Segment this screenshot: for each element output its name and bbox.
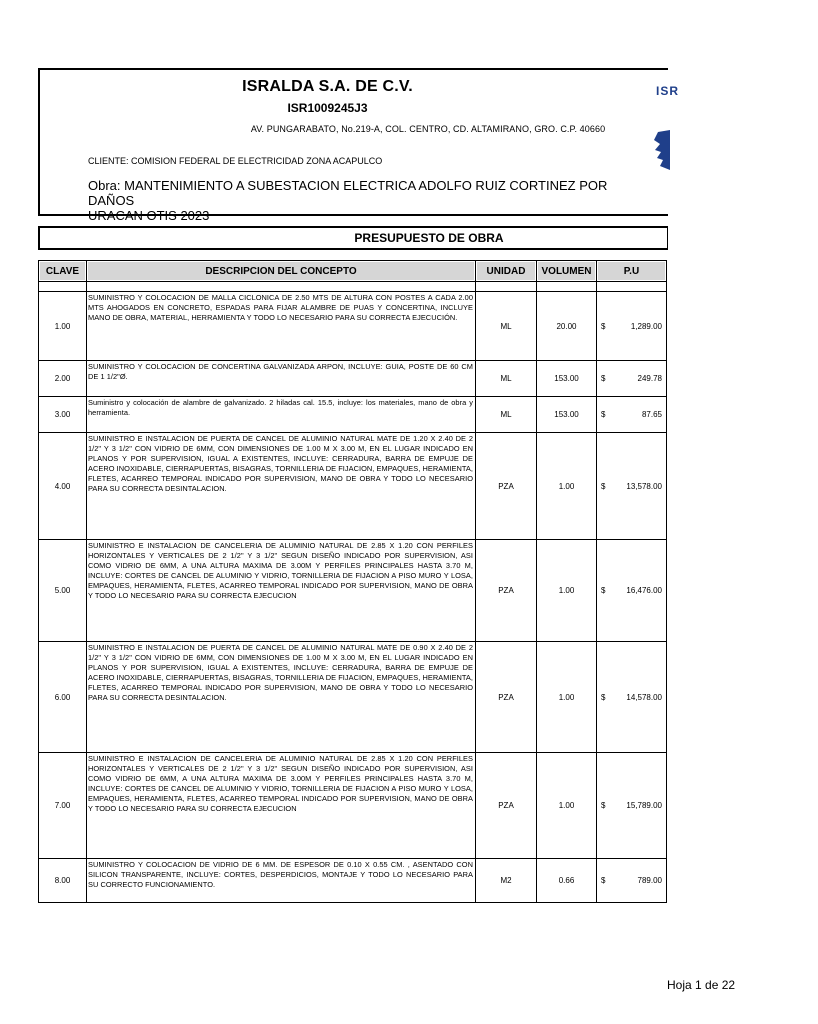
price-value: 87.65 [641, 410, 662, 419]
price-cell [597, 292, 667, 361]
price-value: 16,476.00 [626, 586, 662, 595]
clave-cell: 3.00 [39, 397, 87, 433]
company-logo [652, 78, 680, 168]
price-value: 15,789.00 [626, 801, 662, 810]
volume-cell: 1.00 [537, 433, 597, 540]
volume-cell: 0.66 [537, 859, 597, 903]
table-row [39, 433, 667, 540]
clave-cell: 2.00 [39, 361, 87, 397]
price-value: 249.78 [637, 374, 662, 383]
price-value: 14,578.00 [626, 692, 662, 702]
description-cell: SUMINISTRO Y COLOCACION DE MALLA CICLONICA DE 2.50 MTS DE ALTURA CON POSTES A CADA 2.00 MTS AHOGADOS EN CONCRETO, ESPADAS PARA FIJAR ALAMBRE DE PUAS Y CONCERTINA, INCLUYE MANO DE OBRA, MATERIAL, HERRAMIENTA Y TODO LO NECESARIO PARA SU CORRECTA EJECUCIÓN. [87, 292, 476, 361]
currency-symbol: $ [601, 692, 606, 702]
company-address: AV. PUNGARABATO, No.219-A, COL. CENTRO, CD. ALTAMIRANO, GRO. C.P. 40660 [250, 124, 606, 134]
budget-table [38, 260, 667, 903]
volume-cell: 153.00 [537, 397, 597, 433]
budget-table-wrap [38, 260, 666, 910]
table-row [39, 642, 667, 753]
unit-cell: ML [476, 292, 537, 361]
currency-symbol: $ [601, 374, 606, 383]
description-cell: SUMINISTRO E INSTALACION DE PUERTA DE CANCEL DE ALUMINIO NATURAL MATE DE 0.90 X 2.40 DE 2 1/2" Y 3 1/2" CON VIDRIO DE 6MM, CON DIMENSIONES DE 1.00 M X 3.00 M, EN EL LUGAR INDICADO EN PLANOS Y POR SUPERVISION, IGUAL A EXISTENTES, INCLUYE: CERRADURA, BARRA DE EMPUJE DE ACERO INOXIDABLE, CIERRAPUERTAS, BISAGRAS, TORNILLERIA DE FIJACION, EMPAQUES, HERAMIENTA, FLETES, ACARREO TEMPORAL INDICADO POR SUPERVISION, MANO DE OBRA Y TODO LO NECESARIO PARA SU CORRECTA DESINTALACION. [87, 642, 476, 753]
description-cell: SUMINISTRO Y COLOCACION DE VIDRIO DE 6 MM. DE ESPESOR DE 0.10 X 0.55 CM. , ASENTADO CON SILICON TRANSPARENTE, INCLUYE: CORTES, DESPERDICIOS, MONTAJE Y TODO LO NECESARIO PARA SU CORRECTO FUNCIONAMIENTO. [87, 859, 476, 903]
logo-text: ISR [656, 84, 680, 98]
clave-cell: 1.00 [39, 292, 87, 361]
clave-cell: 5.00 [39, 540, 87, 642]
clave-cell: 8.00 [39, 859, 87, 903]
page-indicator: Hoja 1 de 22 [667, 978, 736, 992]
unit-cell: PZA [476, 433, 537, 540]
description-cell: SUMINISTRO E INSTALACION DE PUERTA DE CANCEL DE ALUMINIO NATURAL MATE DE 1.20 X 2.40 DE 2 1/2" Y 3 1/2" CON VIDRIO DE 6MM, CON DIMENSIONES DE 1.00 M X 3.00 M, EN EL LUGAR INDICADO EN PLANOS Y POR SUPERVISION, IGUAL A EXISTENTES, INCLUYE: CERRADURA, BARRA DE EMPUJE DE ACERO INOXIDABLE, CIERRAPUERTAS, BISAGRAS, TORNILLERIA DE FIJACION, EMPAQUES, HERAMIENTA, FLETES, ACARREO TEMPORAL INDICADO POR SUPERVISION, MANO DE OBRA Y TODO LO NECESARIO PARA SU CORRECTA DESINTALACION. [87, 433, 476, 540]
currency-symbol: $ [601, 801, 606, 810]
price-value: 13,578.00 [626, 481, 662, 491]
clave-cell: 4.00 [39, 433, 87, 540]
unit-cell: ML [476, 361, 537, 397]
clave-cell: 6.00 [39, 642, 87, 753]
column-header-unidad: UNIDAD [476, 261, 537, 282]
company-rfc: ISR1009245J3 [287, 101, 368, 115]
header-box [38, 68, 680, 223]
volume-cell: 1.00 [537, 753, 597, 859]
description-cell: SUMINISTRO Y COLOCACION DE CONCERTINA GALVANIZADA ARPON, INCLUYE: GUIA, POSTE DE 60 CM DE 1 1/2"Ø. [87, 361, 476, 397]
table-row [39, 361, 667, 397]
obra-line-2: URACAN OTIS 2023 [88, 208, 210, 223]
description-cell: SUMINISTRO E INSTALACION DE CANCELERIA DE ALUMINIO NATURAL DE 2.85 X 1.20 CON PERFILES HORIZONTALES Y VERTICALES DE 2 1/2" Y 3 1/2" SEGUN DISEÑO INDICADO POR SUPERVISION, ASI COMO VIDRIO DE 6MM, A UNA ALTURA MAXIMA DE 3.00M Y PERFILES PRINCIPALES HASTA 3.70 M, INCLUYE: CORTES DE CANCEL DE ALUMINIO Y VIDRIO, TORNILLERIA DE FIJACION A PISO MURO Y LOSA, EMPAQUES, HERAMIENTA, FLETES, ACARREO TEMPORAL INDICADO POR SUPERVISION, MANO DE OBRA Y TODO LO NECESARIO PARA SU CORRECTA EJECUCION [87, 540, 476, 642]
unit-cell: PZA [476, 642, 537, 753]
table-spacer-row [39, 282, 667, 292]
price-cell [597, 433, 667, 540]
price-cell [597, 753, 667, 859]
price-cell [597, 397, 667, 433]
table-header-row [39, 261, 667, 282]
currency-symbol: $ [601, 410, 606, 419]
unit-cell: M2 [476, 859, 537, 903]
unit-cell: PZA [476, 753, 537, 859]
volume-cell: 1.00 [537, 540, 597, 642]
company-name: ISRALDA S.A. DE C.V. [242, 78, 413, 95]
price-cell [597, 859, 667, 903]
description-cell: SUMINISTRO E INSTALACION DE CANCELERIA DE ALUMINIO NATURAL DE 2.85 X 1.20 CON PERFILES HORIZONTALES Y VERTICALES DE 2 1/2" Y 3 1/2" SEGUN DISEÑO INDICADO POR SUPERVISION, ASI COMO VIDRIO DE 6MM, A UNA ALTURA MAXIMA DE 3.00M Y PERFILES PRINCIPALES HASTA 3.70 M, INCLUYE: CORTES DE CANCEL DE ALUMINIO Y VIDRIO, TORNILLERIA DE FIJACION A PISO MURO Y LOSA, EMPAQUES, HERAMIENTA, FLETES, ACARREO TEMPORAL INDICADO POR SUPERVISION, MANO DE OBRA Y TODO LO NECESARIO PARA SU CORRECTA EJECUCION [87, 753, 476, 859]
document-title-box [38, 226, 668, 250]
obra-description [88, 178, 648, 223]
obra-line-1: Obra: MANTENIMIENTO A SUBESTACION ELECTRICA ADOLFO RUIZ CORTINEZ POR DAÑOS [88, 178, 608, 208]
column-header-descripcion: DESCRIPCION DEL CONCEPTO [87, 261, 476, 282]
price-cell [597, 642, 667, 753]
volume-cell: 153.00 [537, 361, 597, 397]
table-row [39, 292, 667, 361]
logo-gear-icon [654, 130, 670, 170]
currency-symbol: $ [601, 876, 606, 885]
price-cell [597, 540, 667, 642]
volume-cell: 20.00 [537, 292, 597, 361]
column-header-volumen: VOLUMEN [537, 261, 597, 282]
table-row [39, 753, 667, 859]
client-line: CLIENTE: COMISION FEDERAL DE ELECTRICIDAD ZONA ACAPULCO [88, 156, 383, 166]
column-header-clave: CLAVE [39, 261, 87, 282]
price-value: 1,289.00 [630, 321, 662, 331]
table-row [39, 540, 667, 642]
currency-symbol: $ [601, 586, 606, 595]
price-value: 789.00 [637, 876, 662, 885]
currency-symbol: $ [601, 481, 606, 491]
price-cell [597, 361, 667, 397]
table-row [39, 397, 667, 433]
column-header-pu: P.U [597, 261, 667, 282]
table-row [39, 859, 667, 903]
volume-cell: 1.00 [537, 642, 597, 753]
document-title: PRESUPUESTO DE OBRA [354, 231, 504, 245]
unit-cell: PZA [476, 540, 537, 642]
description-cell: Suministro y colocación de alambre de galvanizado. 2 hiladas cal. 15.5, incluye: los materiales, mano de obra y herramienta. [87, 397, 476, 433]
currency-symbol: $ [601, 321, 606, 331]
clave-cell: 7.00 [39, 753, 87, 859]
unit-cell: ML [476, 397, 537, 433]
